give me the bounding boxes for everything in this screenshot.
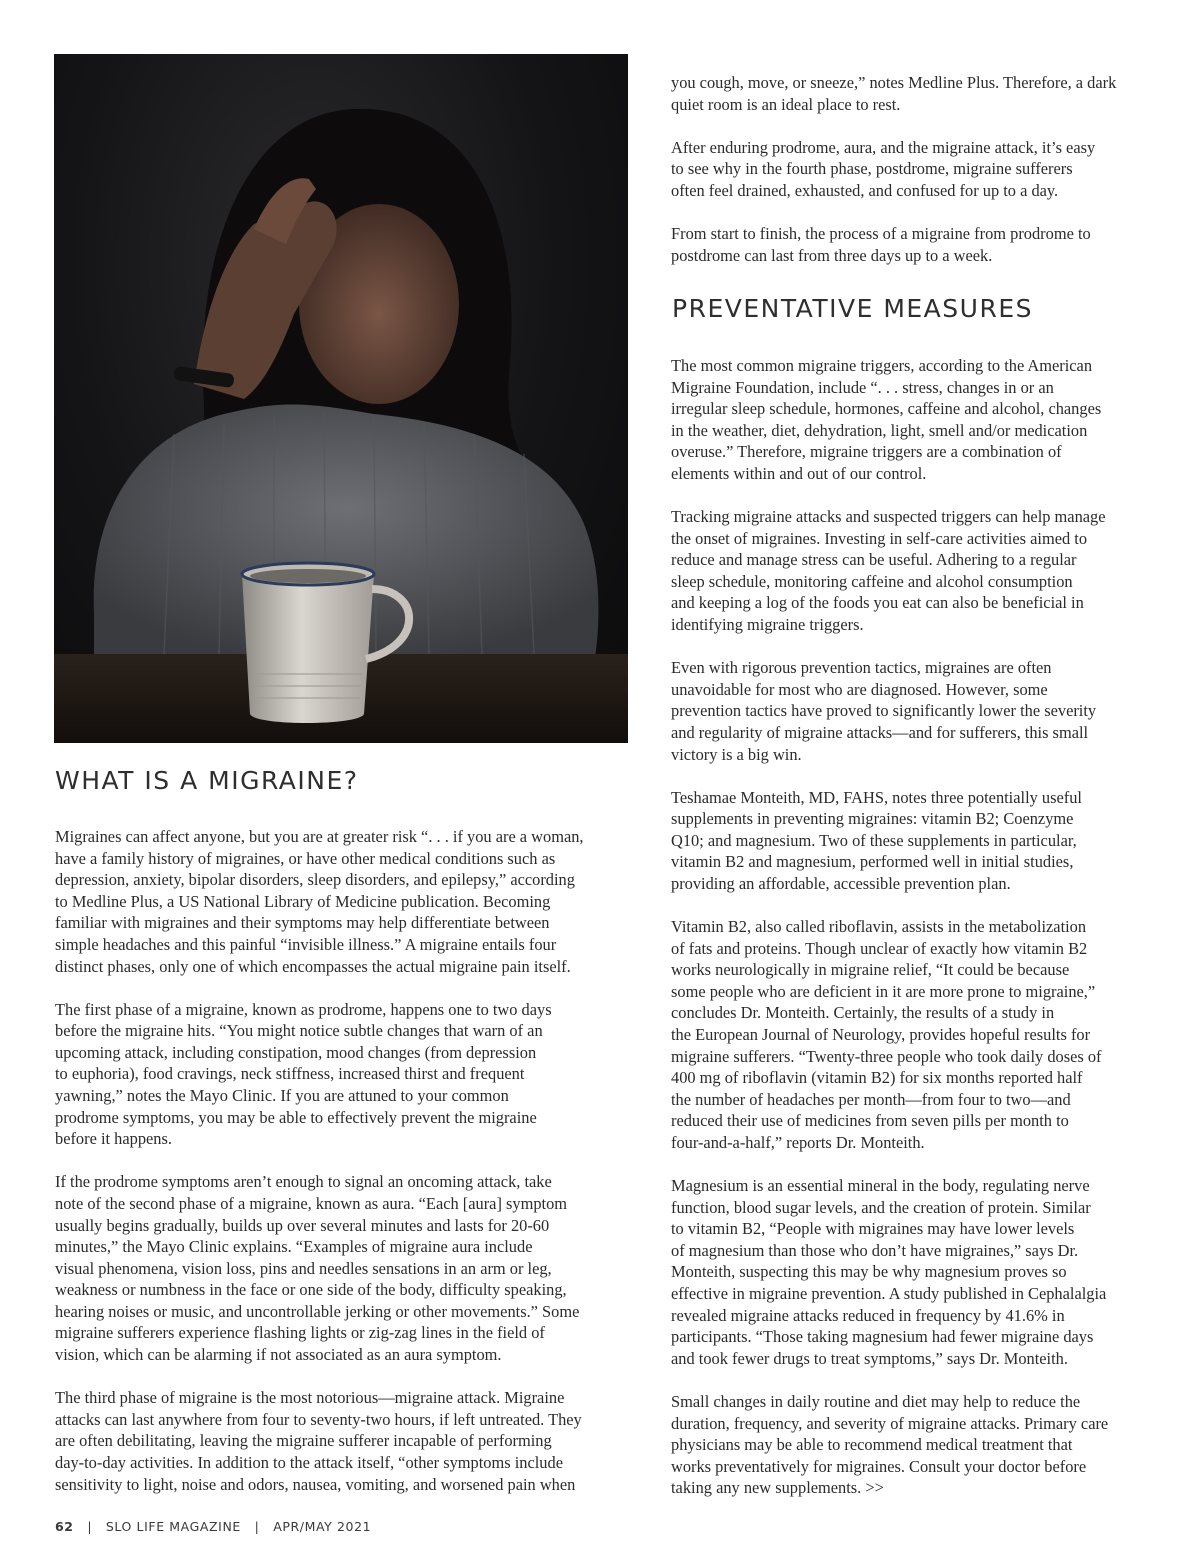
body-paragraph: The third phase of migraine is the most notorious—migraine attack. Migraine attacks can last anywhere from four to seventy-two hours, if left untreated. They are often debilitating, leaving the migraine sufferer incapable of performing day-to-day activities. In addition to the attack itself, “other symptoms include sensitivity to light, noise and odors, nausea, vomiting, and worsened pain when (55, 1388, 582, 1494)
section-heading-what-is-a-migraine: WHAT IS A MIGRAINE? (55, 766, 359, 795)
body-paragraph: From start to finish, the process of a migraine from prodrome to postdrome can last from three days up to a week. (671, 223, 1091, 265)
footer-separator: | (87, 1519, 93, 1534)
footer-separator: | (254, 1519, 260, 1534)
body-paragraph: Vitamin B2, also called riboflavin, assists in the metabolization of fats and proteins. Though unclear of exactly how vitamin B2 works neurologically in migraine relief, “It could be because some people who are deficient in it are more prone to migraine,” concludes Dr. Monteith. Certainly, the results of a study in the European Journal of Neurology, provides hopeful results for migraine sufferers. “Twenty-three people who took daily doses of 400 mg of riboflavin (vitamin B2) for six months reported half the number of headaches per month—from four to two—and reduced their use of medicines from seven pills per month to four-and-a-half,” reports Dr. Monteith. (671, 917, 1102, 1152)
body-paragraph: Migraines can affect anyone, but you are at greater risk “. . . if you are a woman, have a family history of migraines, or have other medical conditions such as depression, anxiety, bipolar disorders, sleep disorders, and epilepsy,” according to Medline Plus, a US National Library of Medicine publication. Becoming familiar with migraines and their symptoms may help differentiate between simple headaches and this painful “invisible illness.” A migraine entails four distinct phases, only one of which encompasses the actual migraine pain itself. (55, 827, 584, 976)
right-column-body (671, 355, 1153, 1520)
issue-date: APR/MAY 2021 (273, 1519, 372, 1534)
publication-name: SLO LIFE MAGAZINE (105, 1519, 241, 1534)
body-paragraph: If the prodrome symptoms aren’t enough to signal an oncoming attack, take note of the second phase of a migraine, known as aura. “Each [aura] symptom usually begins gradually, builds up over several minutes and lasts for 20-60 minutes,” the Mayo Clinic explains. “Examples of migraine aura include visual phenomena, vision loss, pins and needles sensations in an arm or leg, weakness or numbness in the face or one side of the body, difficulty speaking, hearing noises or music, and uncontrollable jerking or other movements.” Some migraine sufferers experience flashing lights or zig-zag lines in the field of vision, which can be alarming if not associated as an aura symptom. (55, 1172, 580, 1365)
section-heading-preventative-measures: PREVENTATIVE MEASURES (672, 294, 1033, 323)
right-column-continued (671, 72, 1153, 288)
photo-illustration (54, 54, 628, 743)
body-paragraph: Small changes in daily routine and diet may help to reduce the duration, frequency, and severity of migraine attacks. Primary care physicians may be able to recommend medical treatment that works preventatively for migraines. Consult your doctor before taking any new supplements. >> (671, 1391, 1109, 1498)
body-paragraph: you cough, move, or sneeze,” notes Medline Plus. Therefore, a dark quiet room is an ideal place to rest. (671, 73, 1117, 114)
page-number: 62 (55, 1519, 74, 1534)
body-paragraph: Even with rigorous prevention tactics, migraines are often unavoidable for most who are diagnosed. However, some prevention tactics have proved to significantly lower the severity and regularity of migraine attacks—and for sufferers, this small victory is a big win. (671, 658, 1097, 764)
body-paragraph: Tracking migraine attacks and suspected triggers can help manage the onset of migraines. Investing in self-care activities aimed to reduce and manage stress can be useful. Adhering to a regular sleep schedule, monitoring caffeine and alcohol consumption and keeping a log of the foods you eat can also be beneficial in identifying migraine triggers. (671, 507, 1106, 635)
body-paragraph: The first phase of a migraine, known as prodrome, happens one to two days before the migraine hits. “You might notice subtle changes that warn of an upcoming attack, including constipation, mood changes (from depression to euphoria), food cravings, neck stiffness, increased thirst and frequent yawning,” notes the Mayo Clinic. If you are attuned to your common prodrome symptoms, you may be able to effectively prevent the migraine before it happens. (55, 999, 552, 1149)
body-paragraph: The most common migraine triggers, according to the American Migraine Foundation, include “. . . stress, changes in or an irregular sleep schedule, hormones, caffeine and alcohol, changes in the weather, diet, dehydration, light, smell and/or medication overuse.” Therefore, migraine triggers are a combination of elements within and out of our control. (671, 356, 1102, 483)
body-paragraph: After enduring prodrome, aura, and the migraine attack, it’s easy to see why in the fourth phase, postdrome, migraine sufferers often feel drained, exhausted, and confused for up to a day. (671, 137, 1096, 200)
body-paragraph: Teshamae Monteith, MD, FAHS, notes three potentially useful supplements in preventing migraines: vitamin B2; Coenzyme Q10; and magnesium. Two of these supplements in particular, vitamin B2 and magnesium, performed well in initial studies, providing an affordable, accessible prevention plan. (671, 787, 1082, 893)
page-footer (55, 1519, 371, 1534)
left-column-body (55, 826, 635, 1517)
article-photo (54, 54, 628, 743)
body-paragraph: Magnesium is an essential mineral in the body, regulating nerve function, blood sugar levels, and the creation of protein. Similar to vitamin B2, “People with migraines may have lower levels of magnesium than those who don’t have migraines,” says Dr. Monteith, suspecting this may be why magnesium proves so effective in migraine prevention. A study published in Cephalalgia revealed migraine attacks reduced in frequency by 41.6% in participants. “Those taking magnesium had fewer migraine days and took fewer drugs to treat symptoms,” says Dr. Monteith. (671, 1176, 1107, 1368)
